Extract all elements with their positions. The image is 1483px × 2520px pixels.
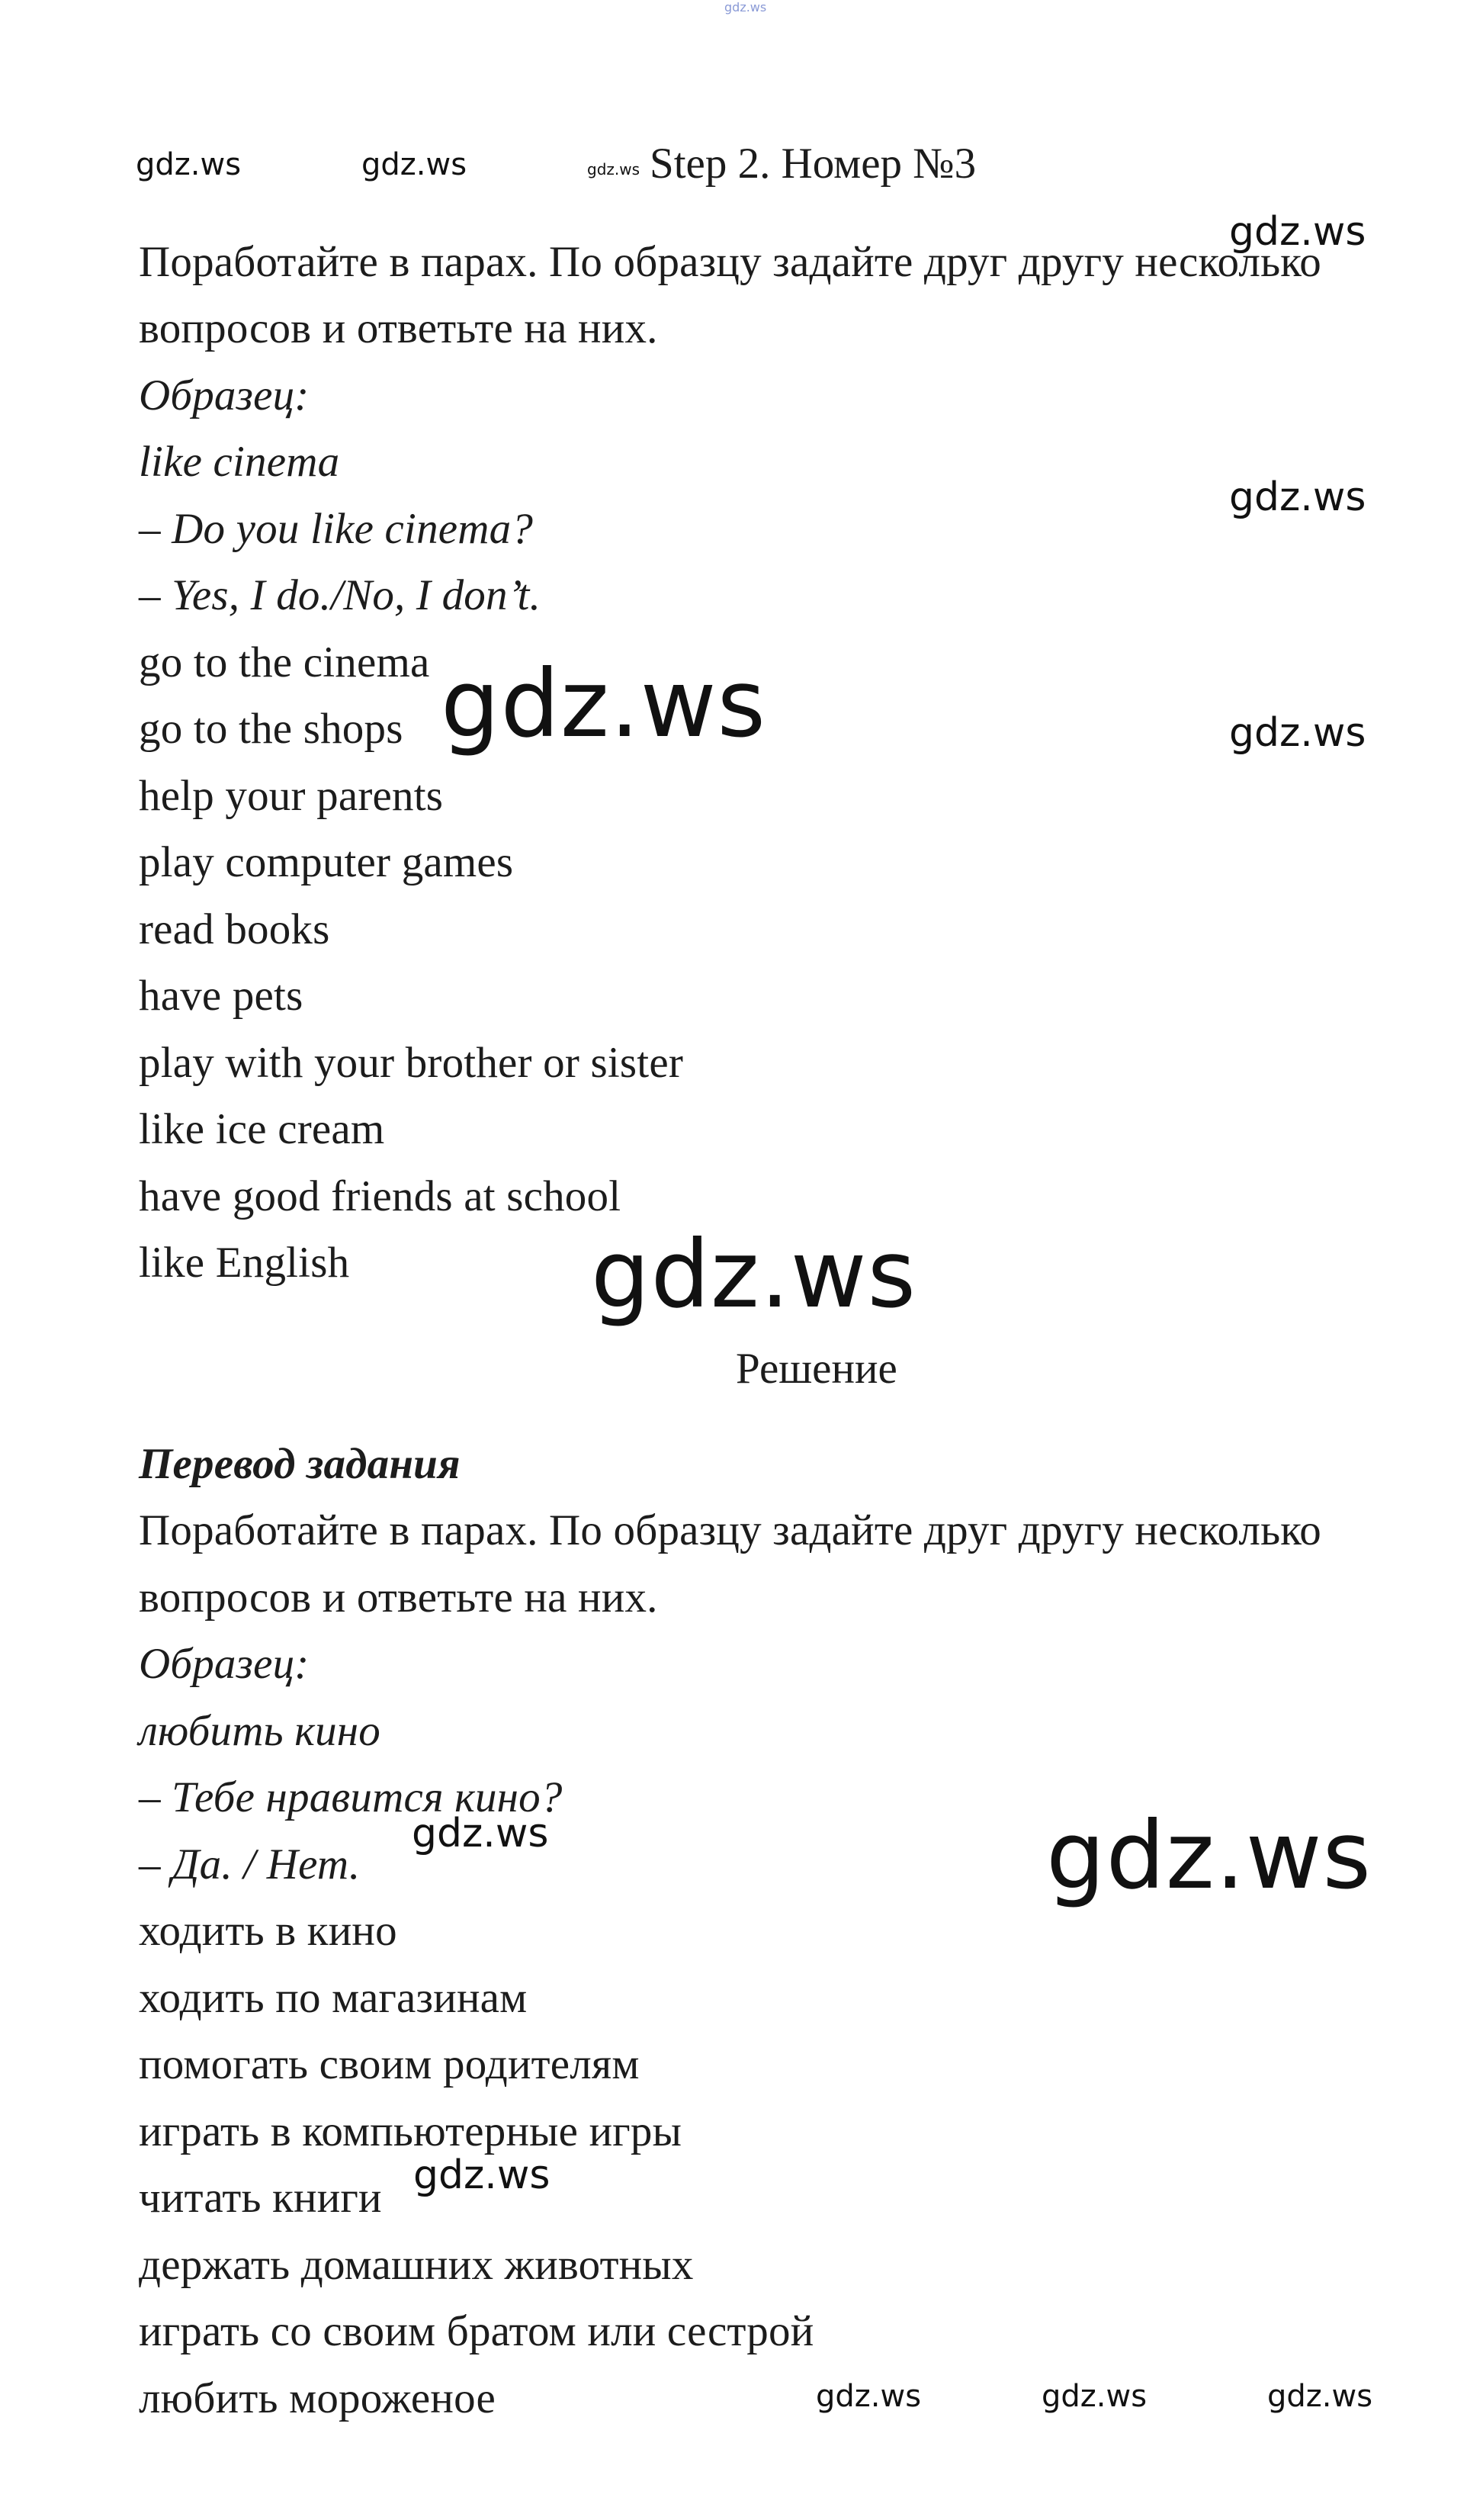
task-item: read books <box>139 905 330 953</box>
translation-item: читать книги <box>139 2174 382 2222</box>
task-item: like ice cream <box>139 1105 385 1153</box>
task-item: play with your brother or sister <box>139 1039 684 1087</box>
watermark-large: gdz.ws <box>591 1220 917 1329</box>
watermark-text: gdz.ws <box>1229 474 1366 520</box>
translation-item: держать домашних животных <box>139 2241 694 2289</box>
translation-item: играть в компьютерные игры <box>139 2107 682 2155</box>
top-watermark: gdz.ws <box>724 0 767 14</box>
solution-label: Решение <box>736 1345 897 1393</box>
task-intro-line-2: вопросов и ответьте на них. <box>139 304 658 352</box>
sample-answer: – Yes, I do./No, I don’t. <box>139 571 541 619</box>
task-item: have pets <box>139 972 303 1020</box>
task-item: help your parents <box>139 772 444 820</box>
translation-sample-label: Образец: <box>139 1640 310 1688</box>
translation-item: ходить в кино <box>139 1907 397 1955</box>
translation-intro-line-1: Поработайте в парах. По образцу задайте друг другу несколько <box>139 1506 1321 1554</box>
watermark-large: gdz.ws <box>1046 1802 1372 1910</box>
sample-question: – Do you like cinema? <box>139 505 534 553</box>
sample-prompt: like cinema <box>139 438 340 486</box>
watermark-text: gdz.ws <box>361 147 467 182</box>
translation-item: помогать своим родителям <box>139 2040 640 2088</box>
watermark-text: gdz.ws <box>136 147 242 182</box>
watermark-text: gdz.ws <box>1042 2379 1148 2414</box>
task-item: have good friends at school <box>139 1172 621 1220</box>
sample-label: Образец: <box>139 371 310 419</box>
task-item: go to the shops <box>139 705 403 753</box>
translation-heading: Перевод задания <box>139 1440 461 1488</box>
translation-item: ходить по магазинам <box>139 1974 528 2022</box>
task-item: like English <box>139 1239 350 1287</box>
translation-sample-prompt: любить кино <box>139 1707 380 1755</box>
translation-sample-question: – Тебе нравится кино? <box>139 1773 563 1821</box>
translation-item: любить мороженое <box>139 2374 496 2422</box>
task-intro-line-1: Поработайте в парах. По образцу задайте друг другу несколько <box>139 238 1321 286</box>
watermark-large: gdz.ws <box>441 650 767 758</box>
translation-sample-answer: – Да. / Нет. <box>139 1840 361 1888</box>
task-item: play computer games <box>139 838 514 886</box>
page-title: Step 2. Номер №3 <box>650 140 977 188</box>
watermark-text: gdz.ws <box>587 160 640 178</box>
watermark-text: gdz.ws <box>816 2379 922 2414</box>
watermark-text: gdz.ws <box>1229 209 1366 255</box>
task-item: go to the cinema <box>139 638 430 686</box>
watermark-text: gdz.ws <box>1229 710 1366 756</box>
translation-intro-line-2: вопросов и ответьте на них. <box>139 1573 658 1622</box>
translation-item: играть со своим братом или сестрой <box>139 2307 814 2355</box>
watermark-text: gdz.ws <box>1267 2379 1373 2414</box>
watermark-text: gdz.ws <box>412 1811 549 1856</box>
watermark-text: gdz.ws <box>413 2152 551 2198</box>
